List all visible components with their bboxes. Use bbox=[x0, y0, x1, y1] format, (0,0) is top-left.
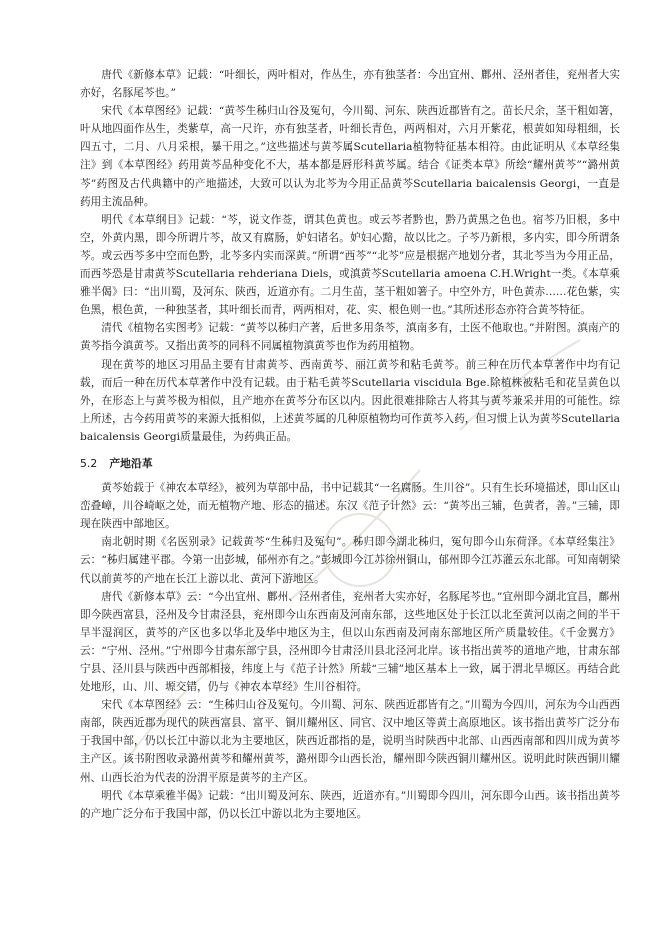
paragraph-regional-varieties: 现在黄芩的地区习用品主要有甘肃黄芩、西南黄芩、丽江黄芩和粘毛黄芩。前三种在历代本草著作中均有记载，而后一种在历代本草著作中没有记载。由于粘毛黄芩Scutellaria viscidula Bge.除植株被粘毛和花呈黄色以外，在形态上与黄芩极为相似，且产地亦在黄芩分布区以内。因此很难排除古人将其与黄芩兼采并用的可能性。综上所述，古今药用黄芩的来源大抵相似，上述黄芩属的几种原植物均可作黄芩入药，但习惯上认为黄芩Scutellaria baicalensis Georgi质量最佳，为药典正品。 bbox=[80, 358, 620, 443]
section-title: 产地沿革 bbox=[109, 456, 153, 470]
paragraph-ming-chengya: 明代《本草乘雅半偈》记载：“出川蜀及河东、陕西，近道亦有。”川蜀即今四川，河东即今山西。该书指出黄芩的产地广泛分布于我国中部，仍以长江中游以北为主要地区。 bbox=[80, 789, 620, 820]
section-heading bbox=[80, 455, 620, 473]
paragraph-song-tujing: 宋代《本草图经》云：“生秭归山谷及冤句。今川蜀、河东、陕西近郡皆有之。”川蜀为今四川，河东为今山西西南部，陕西近郡为现代的陕西富县、富平、铜川耀州区、同官、汉中地区等黄土高原地区。该书指出黄芩广泛分布于我国中部，仍以长江中游以北为主要地区，陕西近郡指的是，说明当时陕西中北部、山西西南部和四川成为黄芩主产区。该书附图收录潞州黄芩和耀州黄芩，潞州即今山西长治，耀州即今陕西铜川耀州区。说明此时陕西铜川耀州、山西长治为代表的汾渭平原是黄芩的主产区。 bbox=[80, 699, 620, 784]
paragraph-bencao-gangmu: 明代《本草纲目》记载：“芩，说文作莶，谓其色黄也。或云芩者黔也，黔乃黄黑之色也。宿芩乃旧根，多中空，外黄内黑，即今所谓片芩，故又有腐肠，妒妇诸名。妒妇心黯，故以比之。子芩乃新根，多内实，即今所谓条芩。或云西芩多中空而色黔，北芩多内实而深黄。”所谓“西芩”“北芩”应是根据产地划分者，其北芩当为今用正品，而西芩恐是甘肃黄芩Scutellaria rehderiana Diels，或滇黄芩Scutellaria amoena C.H.Wright一类。《本草乘雅半偈》曰：“出川蜀，及河东、陕西，近道亦有。二月生苗，茎干粗如箸子。中空外方，叶色黄赤……花色紫，实色黑，根色黄，一种独茎者，其叶细长而青，两两相对，花、实、根色则一也。”其所述形态亦符合黄芩特征。 bbox=[80, 213, 621, 317]
section-number: 5.2 bbox=[80, 456, 98, 470]
paragraph-zhiwu-mingshi-tukao: 清代《植物名实图考》记载：“黄芩以秭归产著，后世多用条芩，滇南多有，土医不他取也。”并附图。滇南产的黄芩指今滇黄芩。又指出黄芩的同科不同属植物滇黄芩也作为药用植物。 bbox=[80, 322, 620, 353]
paragraph-shennong-bencao: 黄芩始载于《神农本草经》，被列为草部中品，书中记载其“一名腐肠。生川谷”。只有生长环境描述，即山区山峦叠嶂，川谷崎岖之处，而无植物产地、形态的描述。东汉《范子计然》云：“黄芩出三辅，色黄者，善。”三辅，即现在陕西中部地区。 bbox=[80, 482, 620, 531]
paragraph-mingyi-bielu: 南北朝时期《名医别录》记载黄芩“生秭归及冤句”。秭归即今湖北秭归，冤句即今山东荷泽。《本草经集注》云：“秭归属建平郡。今第一出彭城，郁州亦有之。”彭城即今江苏徐州铜山，郁州即今江苏灌云东北部。可知南朝梁代以前黄芩的产地在长江上游以北、黄河下游地区。 bbox=[80, 536, 620, 585]
paragraph-xinxiu-bencao: 唐代《新修本草》记载：“叶细长，两叶相对，作丛生，亦有独茎者：今出宜州、鄜州、泾州者佳，兖州者大实亦好，名豚尾芩也。” bbox=[80, 69, 620, 100]
paragraph-bencao-tujing: 宋代《本草图经》记载：“黄芩生秭归山谷及冤句，今川蜀、河东、陕西近郡皆有之。苗长尺余，茎干粗如箸，叶从地四面作丛生，类紫草，高一尺许，亦有独茎者，叶细长青色，两两相对，六月开紫花，根黄如知母粗细，长四五寸，二月、八月采根，暴干用之。”这些描述与黄芩属Scutellaria植物特征基本相符。由此证明从《本草经集注》到《本草图经》药用黄芩品种变化不大，基本都是唇形科黄芩属。结合《证类本草》所绘“耀州黄芩”“潞州黄芩”药图及古代典籍中的产地描述，大致可以认为北芩为今用正品黄芩Scutellaria baicalensis Georgi，一直是药用主流品种。 bbox=[80, 105, 620, 208]
paragraph-tang-xinxiu: 唐代《新修本草》云：“今出宜州、鄜州、泾州者佳，兖州者大实亦好，名豚尾芩也。”宜州即今湖北宜昌，鄜州即今陕西富县，泾州及今甘肃泾县，兖州即今山东西南及河南东部，这些地区处于长江以北至黄河以南之间的半干旱半湿润区，黄芩的产区也多以华北及华中地区为主，但以山东西南及河南东部地区所产质量较佳。《千金翼方》云：“宁州、泾州。”宁州即今甘肃东部宁县，泾州即今甘肃泾川县北泾河北岸。该书指出黄芩的道地产地，甘肃东部宁县、泾川县与陕西中西部相接，纬度上与《范子计然》所载“三辅”地区基本上一致，属于渭北旱塬区。再结合此处地形，山、川、塬交错，仍与《神农本草经》生川谷相符。 bbox=[80, 590, 620, 694]
document-body bbox=[80, 66, 620, 823]
